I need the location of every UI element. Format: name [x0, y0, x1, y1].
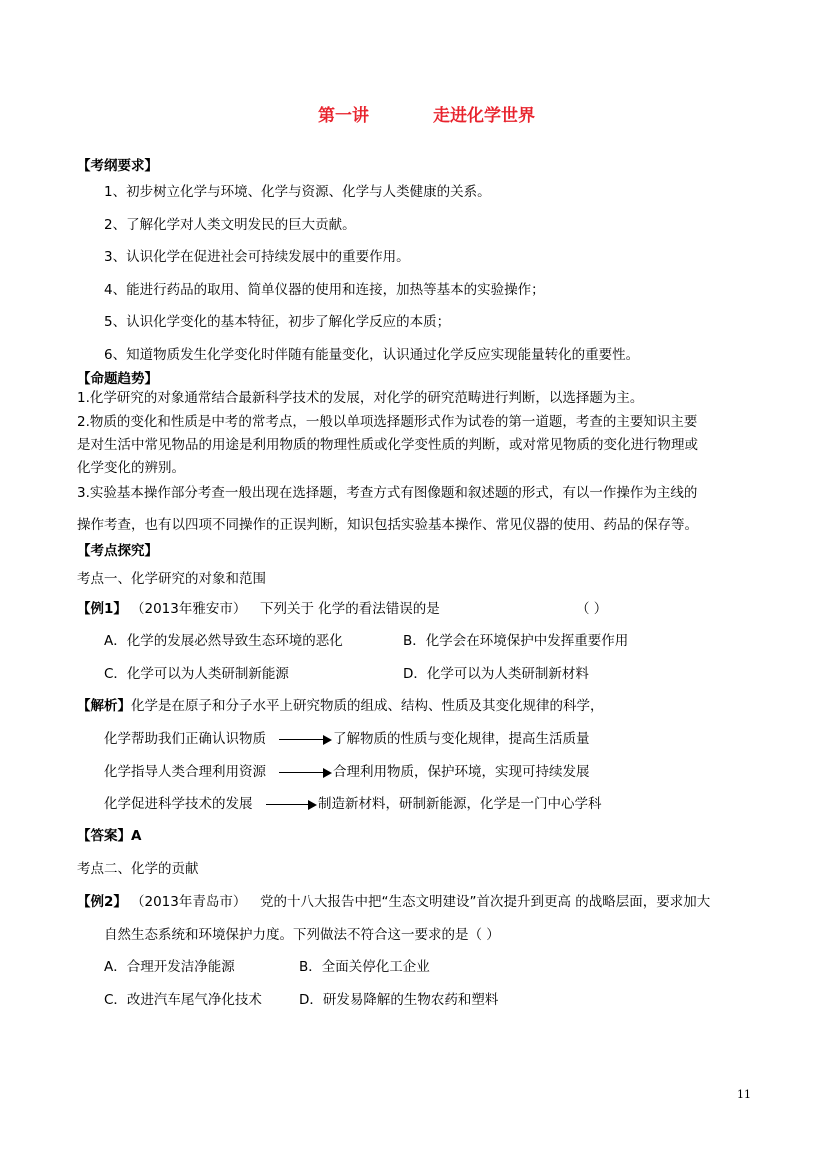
analysis-row-right: 合理利用物质，保护环境，实现可持续发展: [333, 764, 590, 780]
example1-option-c: C．化学可以为人类研制新能源: [104, 666, 289, 682]
example1-option-b: B．化学会在环境保护中发挥重要作用: [403, 633, 629, 649]
example2-option-c: C．改进汽车尾气净化技术: [104, 992, 262, 1008]
analysis-row-left: 化学促进科学技术的发展: [104, 796, 253, 812]
trends-line: 3.实验基本操作部分考查一般出现在选择题，考查方式有图像题和叙述题的形式，有以一作操作为主线的: [77, 485, 698, 501]
page-number: 11: [737, 1088, 751, 1101]
example1-question: 下列关于 化学的看法错误的是: [260, 601, 440, 617]
example1-source: （2013年雅安市）: [131, 601, 247, 617]
analysis-row-right: 了解物质的性质与变化规律，提高生活质量: [333, 731, 590, 747]
example1-option-d: D．化学可以为人类研制新材料: [403, 666, 589, 682]
analysis-text: 化学是在原子和分子水平上研究物质的组成、结构、性质及其变化规律的科学，: [131, 698, 604, 714]
point-one-title: 考点一、化学研究的对象和范围: [77, 571, 266, 587]
example2-label: 【例2】: [77, 894, 127, 910]
syllabus-item: 1、初步树立化学与环境、化学与资源、化学与人类健康的关系。: [104, 184, 491, 200]
syllabus-item: 6、知道物质发生化学变化时伴随有能量变化，认识通过化学反应实现能量转化的重要性。: [104, 347, 640, 363]
example2-option-b: B．全面关停化工企业: [299, 959, 430, 975]
syllabus-item: 4、能进行药品的取用、简单仪器的使用和连接，加热等基本的实验操作；: [104, 282, 545, 298]
example2-option-a: A．合理开发洁净能源: [104, 959, 235, 975]
syllabus-heading: 【考纲要求】: [77, 158, 158, 174]
example2-question: 党的十八大报告中把“生态文明建设”首次提升到更高 的战略层面，要求加大: [260, 894, 711, 910]
trends-line: 1.化学研究的对象通常结合最新科学技术的发展，对化学的研究范畴进行判断，以选择题为主。: [77, 390, 644, 406]
example1-option-a: A．化学的发展必然导致生态环境的恶化: [104, 633, 343, 649]
arrow-icon: [266, 798, 317, 810]
lecture-title: 走进化学世界: [433, 106, 535, 126]
syllabus-item: 2、了解化学对人类文明发民的巨大贡献。: [104, 217, 356, 233]
example2-source: （2013年青岛市）: [131, 894, 247, 910]
analysis-row-right: 制造新材料，研制新能源，化学是一门中心学科: [318, 796, 602, 812]
trends-line: 2.物质的变化和性质是中考的常考点，一般以单项选择题形式作为试卷的第一道题，考查的主要知识主要: [77, 414, 698, 430]
trends-line: 操作考查，也有以四项不同操作的正误判断，知识包括实验基本操作、常见仪器的使用、药品的保存等。: [77, 517, 698, 533]
trends-heading: 【命题趋势】: [77, 371, 158, 387]
analysis-label: 【解析】: [77, 698, 131, 714]
syllabus-item: 5、认识化学变化的基本特征，初步了解化学反应的本质；: [104, 314, 451, 330]
lecture-number: 第一讲: [318, 106, 369, 126]
example2-option-d: D．研发易降解的生物农药和塑料: [299, 992, 499, 1008]
example1-label: 【例1】: [77, 601, 127, 617]
analysis-row-left: 化学指导人类合理利用资源: [104, 764, 266, 780]
arrow-icon: [279, 766, 332, 778]
point-two-title: 考点二、化学的贡献: [77, 861, 199, 877]
syllabus-item: 3、认识化学在促进社会可持续发展中的重要作用。: [104, 249, 410, 265]
answer-value: A: [131, 828, 142, 844]
trends-line: 是对生活中常见物品的用途是利用物质的物理性质或化学变性质的判断，或对常见物质的变化进行物理或: [77, 437, 698, 453]
arrow-icon: [279, 733, 332, 745]
answer-label: 【答案】: [77, 828, 131, 844]
trends-line: 化学变化的辨别。: [77, 460, 185, 476]
analysis-row-left: 化学帮助我们正确认识物质: [104, 731, 266, 747]
example1-answer-blank: （ ）: [576, 601, 608, 617]
explore-heading: 【考点探究】: [77, 543, 158, 559]
example2-question-cont: 自然生态系统和环境保护力度。下列做法不符合这一要求的是（ ）: [104, 927, 500, 943]
